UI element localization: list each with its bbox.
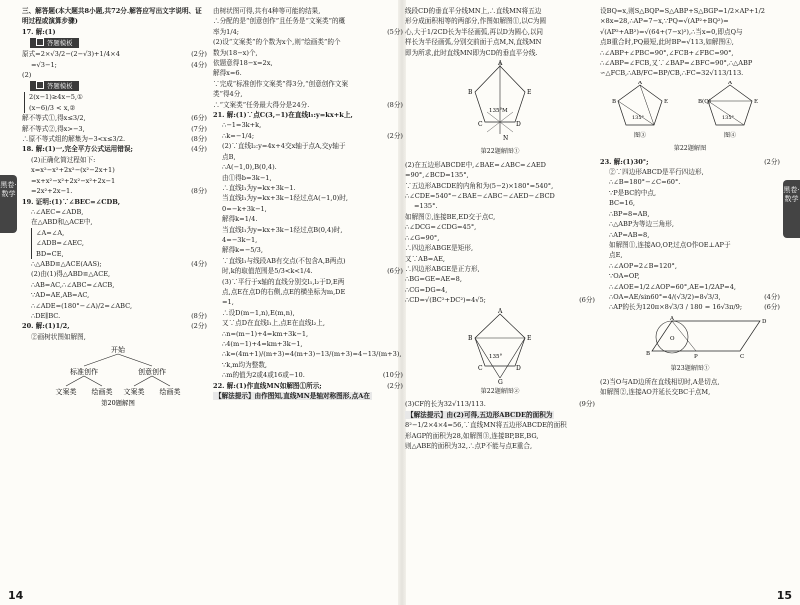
text-line: ∴∠ADE=(180°−∠A)/2=∠ABC,: [31, 301, 133, 310]
score: (2分): [387, 381, 403, 390]
text-line: ∴分配的是“创意创作”且任务是“文案类”的概: [213, 17, 346, 26]
system-line: ∠ADB=∠AEC,: [36, 239, 84, 248]
text-line: ∴设D(m−1,n),E(m,n),: [222, 308, 295, 317]
tree-diagram: [22, 344, 207, 411]
text-line: ∴k=−1/4;: [222, 131, 255, 140]
side-tab-right: 黑卷·数学: [783, 180, 800, 238]
score: (8分): [387, 100, 403, 109]
template-badge: 答题模板: [30, 38, 79, 48]
svg-text:A: A: [498, 60, 503, 68]
svg-text:B: B: [646, 350, 651, 357]
text-line: 点B,: [222, 152, 236, 161]
text-line: 类”得4分,: [213, 90, 243, 99]
column-4: [600, 6, 780, 588]
svg-text:135°: 135°: [489, 108, 503, 115]
score: (10分): [382, 371, 403, 380]
tree-leaf: 文案类: [123, 388, 145, 397]
text-line: ∴∠AOP=2∠B=120°,: [609, 261, 677, 270]
tree-root: 开始: [111, 346, 125, 355]
svg-text:C: C: [478, 121, 483, 129]
text-line: (3)CF的长为32√113/113.: [405, 400, 486, 409]
score: (4分): [764, 292, 780, 301]
text-line: ∴∠AOE=1/2∠AOP=60°,AE=1/2AP=4,: [609, 282, 737, 291]
text-line: 又∵点D在直线l₁上,点E在直线l₂上,: [222, 319, 325, 328]
system-line: ∠A=∠A,: [36, 228, 65, 237]
text-line: ∴4(m−1)+4=km+3k−1,: [222, 340, 303, 348]
svg-text:N: N: [503, 135, 509, 143]
text-line: ∴∠AEC=∠ADB,: [31, 207, 84, 216]
text-line: 形分成面积相等的两部分,作图如解图①,以C为圆: [405, 17, 547, 26]
text-line: 样长为半径画弧,分别交前面于点M,N,直线MN: [405, 38, 542, 47]
system-line: 2(x−1)≥4x−5,①: [29, 93, 83, 102]
text-line: ∵完成“标准创作文案类”得3分,“创意创作文案: [213, 79, 349, 88]
text-line: (2)正确化简过程如下:: [31, 155, 96, 164]
figure-22-2: [405, 308, 595, 398]
q20-heading: 20. 解:(1)1/2,: [22, 322, 70, 331]
text-line: ∴CD=√(BC²+DC²)=4√5;: [405, 296, 486, 305]
system-line: BD=CE,: [36, 249, 64, 258]
text-line: ×8x=28,∴AP=7−x,∵PQ=√(AP²+BQ²)=: [600, 17, 729, 26]
svg-text:B: B: [612, 98, 617, 105]
score: (6分): [579, 296, 595, 305]
text-line: 解得k=1/4.: [222, 215, 258, 224]
text-line: ②∵四边形ABCD是平行四边形,: [609, 168, 704, 177]
score: (8分): [191, 187, 207, 196]
svg-text:B: B: [468, 334, 473, 342]
text-line: ∴∠ABP=∠FCB,又∵∠BAP=∠BFC=90°,∴△ABP: [600, 59, 753, 68]
text-line: ∽△FCB,∴AB/FC=BP/CB,∴FC=32√113/113.: [600, 69, 744, 78]
template-icon: [36, 81, 44, 89]
text-line: 解不等式②,得x>−3,: [22, 124, 85, 133]
page-number-left: 14: [8, 589, 24, 602]
text-line: 依题意得18−x=2x,: [213, 59, 273, 68]
text-line: 解得x=6.: [213, 69, 242, 78]
text-line: ∴“文案类”任务最大得分是24分.: [213, 100, 310, 109]
text-line: ②画树状图如解图,: [31, 332, 86, 341]
text-line: ∴∠DCG=∠CDG=45°,: [405, 223, 477, 232]
svg-text:D: D: [762, 318, 767, 325]
text-line: 4=−3k−1,: [222, 235, 258, 244]
text-line: 0=−k+3k−1,: [222, 204, 267, 213]
svg-text:135°: 135°: [632, 114, 645, 121]
text-line: ∴四边形ABGE是矩形,: [405, 244, 474, 253]
figure-caption: 第22题解图: [673, 145, 707, 153]
page-number-right: 15: [776, 589, 792, 602]
text-line: ∵OA=OP,: [609, 272, 640, 281]
tree-leaf: 绘画类: [91, 388, 113, 397]
text-line: ∴DE∥BC.: [31, 311, 61, 320]
text-line: x=x²−x²+2x²−(x²−2x+1): [31, 166, 115, 175]
text-line: ∴∠CDE=540°−∠BAE−∠ABC−∠AED−∠BCD: [405, 192, 555, 201]
text-line: ∵k,m均为整数,: [222, 360, 268, 369]
text-line: 由①得b=3k−1,: [222, 173, 272, 182]
q18-heading: 18. 解:(1)一,完全平方公式运用错误;: [22, 145, 133, 154]
text-line: 如解图①,连接AO,OP,过点O作OE⊥AP于: [609, 240, 731, 249]
text-line: =x+x²−x²+2x²−x²+2x−1: [31, 176, 116, 185]
figure-caption: 第20题解图: [101, 399, 135, 408]
svg-text:A: A: [670, 315, 674, 322]
text-line: 设BQ=x,则S△BQP=S△ABP+S△BGP=1/2×AP+1/2: [600, 7, 765, 15]
text-line: 8²−1/2×4×4=56,∵直线MN将五边形ABCDE的面积: [405, 421, 567, 430]
text-line: =90°,∠BCD=135°,: [405, 171, 469, 180]
text-line: 点,点E在点D的右侧,点E的横坐标为m,DE: [222, 287, 346, 296]
svg-text:B(Q): B(Q): [698, 98, 711, 105]
text-line: BC=16,: [609, 199, 636, 208]
text-line: =√3−1;: [31, 60, 57, 69]
score: (8分): [191, 135, 207, 144]
column-2: [213, 6, 403, 588]
text-line: 又∵AB=AE,: [405, 254, 445, 263]
tree-leaf: 文案类: [55, 388, 77, 397]
text-line: 点B重合时,PQ最短,此时BP=√113,如解图④,: [600, 38, 734, 47]
text-line: =135°.: [414, 202, 438, 211]
text-line: 在△ABD和△ACE中,: [31, 218, 93, 227]
svg-text:E: E: [664, 98, 669, 105]
text-line: 解得k=−5/3,: [222, 246, 263, 255]
text-line: 当直线l₁为y=kx+3k−1经过点B(0,4)时,: [222, 225, 343, 234]
q21-heading: 21. 解:(1)∵点C(3,−1)在直线l₁:y=kx+k上,: [213, 111, 353, 120]
score: (4分): [191, 60, 207, 69]
text-line: ∴CG=DG=4,: [405, 285, 448, 294]
text-line: ∵AD=AE,AB=AC,: [31, 291, 90, 300]
text-line: ∴k=(4m+1)/(m+3)=4(m+3)−13/(m+3)=4−13/(m+3),: [222, 350, 402, 359]
figure-23-1: [600, 315, 780, 375]
text-line: (2): [22, 71, 32, 80]
svg-text:A: A: [498, 307, 503, 315]
text-line: 即为所求,此时直线MN即为CD的垂直平分线.: [405, 48, 538, 57]
figure-caption: 图④: [724, 131, 737, 139]
side-tab-left: 黑卷·数学: [0, 175, 17, 233]
text-line: 数为(18−x)个,: [213, 48, 258, 57]
text-line: ∴AP的长为120π×8√3/3 / 180 = 16√3π/9;: [609, 303, 743, 312]
svg-text:A: A: [638, 80, 642, 86]
score: (6分): [764, 303, 780, 312]
text-line: 如解图②,连接BE,ED交于点C,: [405, 212, 496, 221]
text-line: 线段CD的垂直平分线MN上,∴直线MN将五边: [405, 7, 542, 15]
text-line: (2)由(1)得△ABD≌△ACE,: [31, 270, 111, 279]
text-line: =1,: [222, 298, 234, 307]
text-line: (2)∵直线l₂:y=4x+4交x轴于点A,交y轴于: [222, 142, 346, 151]
column-1: [22, 6, 207, 588]
text-line: 由树状图可得,共有4种等可能的结果,: [213, 7, 321, 15]
svg-text:135°: 135°: [489, 353, 503, 360]
hint-text: 【解法提示】由作图知,直线MN是轴对称图形,点A在: [215, 392, 370, 401]
figure-22-3-4: [600, 81, 780, 155]
svg-text:C: C: [478, 364, 483, 372]
text-line: ∴AP=AB=8,: [609, 230, 650, 239]
system-line: (x−6)/3 < x,②: [29, 103, 76, 112]
text-line: ∵五边形ABCDE的内角和为(5−2)×180°=540°,: [405, 181, 554, 190]
text-line: ∴四边形ABGE是正方形,: [405, 264, 480, 273]
svg-text:G: G: [498, 378, 503, 384]
svg-text:M: M: [502, 108, 508, 115]
score: (2分): [191, 50, 207, 59]
text-line: 点E,: [609, 251, 623, 260]
text-line: ∴BP=8=AB,: [609, 209, 650, 218]
section-header: 三、解答题(本大题共8小题,共72分.解答应写出文字说明、证明过程或演算步骤): [22, 7, 202, 26]
figure-caption: 图③: [634, 131, 647, 139]
q17-heading: 17. 解:(1): [22, 27, 56, 36]
tree-leaf: 绘画类: [159, 388, 181, 397]
svg-text:D: D: [516, 121, 521, 129]
score: (4分): [191, 145, 207, 154]
text-line: 当直线l₁为y=kx+3k−1经过点A(−1,0)时,: [222, 194, 348, 203]
text-line: √(AP²+AB²)=√(64+(7−x)²),∴当x=0,即点Q与: [600, 27, 743, 36]
figure-caption: 第22题解图②: [480, 387, 520, 395]
text-line: ∴BG=GE=AE=8,: [405, 275, 462, 284]
tree-node-b: 创意创作: [138, 368, 166, 377]
text-line: ∴m的值为2或4或16或−10.: [222, 371, 305, 380]
figure-22-1: [405, 60, 595, 158]
text-line: 形AGP的面积为28,如解图③,连接BP,BE,BG,: [405, 431, 539, 440]
score: (2分): [764, 157, 780, 166]
svg-text:P: P: [694, 353, 698, 360]
score: (6分): [387, 267, 403, 276]
svg-text:A: A: [728, 80, 732, 86]
svg-text:E: E: [527, 89, 532, 97]
score: (8分): [191, 311, 207, 320]
text-line: 如解图②,连接AO并延长交BC于点M,: [600, 387, 711, 396]
text-line: ∴原不等式组的解集为−3<x≤3/2.: [22, 135, 126, 144]
text-line: (2)在五边形ABCDE中,∠BAE=∠ABC=∠AED: [405, 160, 546, 169]
text-line: ∴△ABD≌△ACE(AAS);: [31, 259, 102, 268]
template-icon: [36, 38, 44, 46]
text-line: ∵P是BC的中点,: [609, 188, 657, 197]
text-line: ∴n=(m−1)+4=km+3k−1,: [222, 329, 309, 338]
text-line: 心,大于1/2CD长为半径画弧,再以D为圆心,以同: [405, 27, 544, 36]
q23-heading: 23. 解:(1)30°;: [600, 157, 649, 166]
text-line: (3)∵平行于x轴的直线分别交l₁,l₂于D,E两: [222, 277, 345, 286]
text-line: ∴∠B=180°−∠C=60°.: [609, 178, 681, 187]
svg-text:C: C: [740, 353, 745, 360]
text-line: ∴△ABP为等边三角形,: [609, 220, 674, 229]
text-line: 时,k的取值范围是5/3<k<1/4.: [222, 267, 313, 276]
score: (9分): [579, 400, 595, 409]
q22-heading: 22. 解:(1)作直线MN如解图①所示;: [213, 381, 322, 390]
text-line: ∴A(−1,0),B(0,4).: [222, 163, 277, 172]
text-line: 原式=2×√3/2−(2−√3)+1/4×4: [22, 50, 120, 59]
text-line: 解不等式①,得x≤3/2,: [22, 114, 86, 123]
score: (2分): [191, 322, 207, 331]
svg-text:135°: 135°: [722, 114, 735, 121]
score: (5分): [387, 27, 403, 36]
tree-node-a: 标准创作: [70, 368, 98, 377]
hint-text: 【解法提示】由(2)可得,五边形ABCDE的面积为: [407, 410, 553, 419]
template-badge: 答题模板: [30, 81, 79, 91]
text-line: (2)设“文案类”的个数为x个,则“绘画类”的个: [213, 38, 341, 47]
text-line: ∴直线l₁为y=kx+3k−1.: [222, 183, 296, 192]
figure-caption: 第23题解图①: [670, 365, 710, 373]
score: (6分): [191, 114, 207, 123]
svg-text:E: E: [527, 334, 532, 342]
q19-heading: 19. 证明:(1)∵∠BEC=∠CDB,: [22, 197, 121, 206]
text-line: ∴OA=AE/sin60°=4/(√3/2)=8√3/3,: [609, 292, 721, 301]
column-3: [405, 6, 595, 588]
text-line: ∴−1=3k+k,: [222, 121, 262, 130]
text-line: (2)当O与AD边所在直线相切时,A是切点,: [600, 377, 720, 386]
figure-caption: 第22题解图①: [480, 148, 520, 156]
svg-text:B: B: [468, 89, 473, 97]
text-line: 则△ABE的面积为32,∴点P不能与点E重合,: [405, 441, 533, 450]
score: (7分): [191, 124, 207, 133]
svg-text:D: D: [516, 364, 521, 372]
score: (2分): [387, 131, 403, 140]
text-line: 率为1/4;: [213, 27, 240, 36]
score: (4分): [191, 259, 207, 268]
text-line: =2x²+2x−1.: [31, 187, 73, 196]
text-line: ∵直线l₁与线段AB有交点(不包含A,B两点): [222, 256, 346, 265]
text-line: ∴∠ABP+∠PBC=90°,∠FCB+∠FBC=90°,: [600, 48, 734, 57]
text-line: ∴AB=AC,∴∠ABC=∠ACB,: [31, 280, 115, 289]
text-line: ∴∠G=90°,: [405, 233, 440, 242]
svg-text:O: O: [670, 335, 675, 342]
svg-text:E: E: [754, 98, 759, 105]
